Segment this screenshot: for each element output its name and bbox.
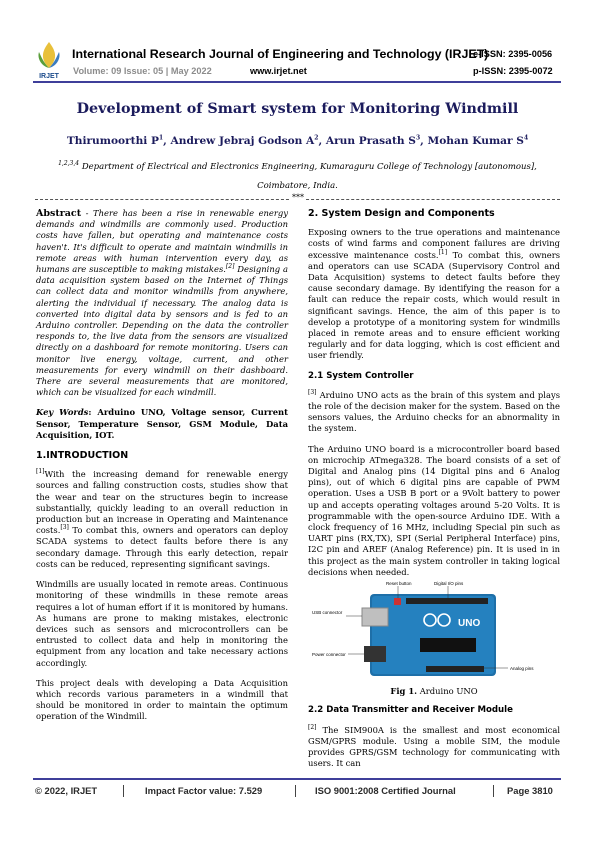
subsection-heading-system-controller: 2.1 System Controller: [308, 370, 414, 381]
footer-impact-factor: Impact Factor value: 7.529: [145, 785, 263, 796]
intro-paragraph-2: Windmills are usually located in remote areas. Continuous monitoring of these windmills in these remote areas requires a lot of human effort if it is monitored by humans. As humans are prone to making mistakes, electronic devices such as sensors and microcontrollers can be entrusted to collect data and help in monitoring the equipment from any location and take necessary actions accordingly.: [36, 579, 288, 668]
arduino-board-image: [308, 580, 560, 680]
header-rule: [33, 81, 561, 83]
footer-copyright: © 2022, IRJET: [35, 785, 98, 796]
footer-separator: [493, 785, 494, 797]
intro-paragraph-3: This project deals with developing a Data Acquisition which records various parameters in a windmill that should be monitored in order to maintain the optimum operation of the Windmill.: [36, 677, 288, 722]
controller-paragraph-1: [3] Arduino UNO acts as the brain of this system and plays the role of the decision maker for the system. Based on the sensors values, the Arduino checks for an abnormality in the system.: [308, 389, 560, 434]
irjet-logo: [33, 40, 65, 80]
footer-page-number: Page 3810: [507, 785, 553, 796]
affiliation-line-2: Coimbatore, India.: [257, 181, 338, 191]
volume-issue: Volume: 09 Issue: 05 | May 2022: [73, 66, 212, 76]
footer-separator: [295, 785, 296, 797]
author-name: Mohan Kumar S: [427, 135, 524, 147]
page-footer: [33, 785, 561, 799]
intro-paragraph-1: [1]With the increasing demand for renewable energy sources and falling construction costs, studies show that the wear and tear on the structures begin to increase substantially, quickly leading to an overall reduction in production but an increase in Operating and Maintenance costs.[3] To combat this, owners and operators can deploy SCADA systems to detect faults before there is any secondary damage. Through this early detection, repair costs can be reduced, representing significant savings.: [36, 468, 288, 569]
affiliation-line-1: $^{1,2,3,4}$ Department of Electrical and Electronics Engineering, Kumaraguru College of Technology [autonomous],: [58, 160, 537, 172]
fig-label-power: Power connector: [312, 652, 346, 658]
keywords: Key Words: Arduino UNO, Voltage sensor, Current Sensor, Temperature Sensor, GSM Module, Data Acquisition, IOT.: [36, 407, 288, 440]
p-issn: p-ISSN: 2395-0072: [473, 66, 553, 76]
section-heading-introduction: 1.INTRODUCTION: [36, 450, 129, 462]
logo-text: IRJET: [39, 73, 59, 80]
e-issn: e-ISSN: 2395-0056: [473, 49, 553, 59]
right-column: [308, 208, 560, 778]
figure-caption: Fig 1. Arduino UNO: [390, 686, 478, 697]
arduino-uno-figure: [308, 580, 560, 680]
footer-separator: [123, 785, 124, 797]
author-name: Thirumoorthi P: [66, 135, 159, 147]
board-uno-label: UNO: [458, 618, 481, 630]
section-heading-system-design: 2. System Design and Components: [308, 208, 495, 219]
separator-stars: ***: [292, 193, 304, 202]
author-name: Arun Prasath S: [325, 135, 416, 147]
abstract: Abstract - There has been a rise in renewable energy demands and windmills are commonly used. Production costs have fallen, but operating and maintenance costs haven't. It's difficult to operate and maintain windmills in remote areas with human intervention every day, as humans are susceptible to making mistakes.[2] Designing a data acquisition system based on the Internet of Things can collect data and monitor windmills from anywhere, alerting the individual if necessary. The analog data is converted into digital data by sensors and is fed to an Arduino controller. Depending on the data the controller responds to, the live data from the sensors are visualized directly on a dashboard for remote monitoring. Users can monitor live energy, voltage, current, and other measurements for every windmill on their dashboard. There are several measurements that are monitored, which can be visualized for each windmill.: [36, 208, 288, 398]
left-column: [36, 208, 288, 732]
transmitter-paragraph: [2] The SIM900A is the smallest and most economical GSM/GPRS module. Using a mobile SIM, the module provides GPRS/GSM technology for communicating with users. It can: [308, 723, 560, 769]
fig-label-reset: Reset button: [386, 581, 412, 587]
fig-label-usb: USB connector: [312, 610, 343, 616]
keywords-label: Key Words: [36, 407, 89, 418]
fig-label-digital: Digital I/O pins: [434, 581, 464, 587]
design-paragraph: Exposing owners to the true operations and maintenance costs of wind farms and component failures are driving excessive maintenance costs.[1] To combat this, owners and operators can use SCADA (Supervisory Control and Data Acquisition) systems to detect faults before they cause secondary damage. By identifying the reason for a fault can reduce the repair costs, which would result in significant savings. Hence, the aim of this paper is to develop a prototype of a monitoring system for windmills placed in remote areas and to ensure efficient working regularly and for data logging, which is cost efficient and user friendly.: [308, 227, 560, 361]
paper-title: Development of Smart system for Monitoring Windmill: [76, 101, 519, 117]
footer-rule: [33, 778, 561, 780]
footer-iso-certification: ISO 9001:2008 Certified Journal: [315, 785, 456, 796]
fig-label-analog: Analog pins: [510, 666, 534, 672]
journal-title: International Research Journal of Engineering and Technology (IRJET): [72, 47, 489, 61]
subsection-heading-data-transmitter: 2.2 Data Transmitter and Receiver Module: [308, 705, 513, 716]
author-name: Andrew Jebraj Godson A: [170, 135, 315, 147]
journal-website[interactable]: www.irjet.net: [250, 66, 307, 76]
abstract-label: Abstract: [36, 208, 82, 219]
author-list: Thirumoorthi $P^1$, Andrew Jebraj Godson $A^2$, Arun Prasath $S^3$, Mohan Kumar $S^4$: [66, 134, 529, 147]
controller-paragraph-2: The Arduino UNO board is a microcontroller board based on microchip ATmega328. The board consists of a set of Digital and Analog pins (14 Digital pins and 6 Analog pins), out of which 6 digital pins are capable of PWM operation. Uses a USB B port or a 9Volt battery to power up and accepts operating voltages around 5-20 Volts. It is programmable with the open-source Arduino IDE. With a clock frequency of 16 MHz, including Special pin such as UART pins (RX,TX), SPI (Serial Peripheral Interface) pins, I2C pin and AREF (Analog Reference) pin. It is used in in this project as the main system controller in taking logical decisions when needed.: [308, 443, 560, 577]
